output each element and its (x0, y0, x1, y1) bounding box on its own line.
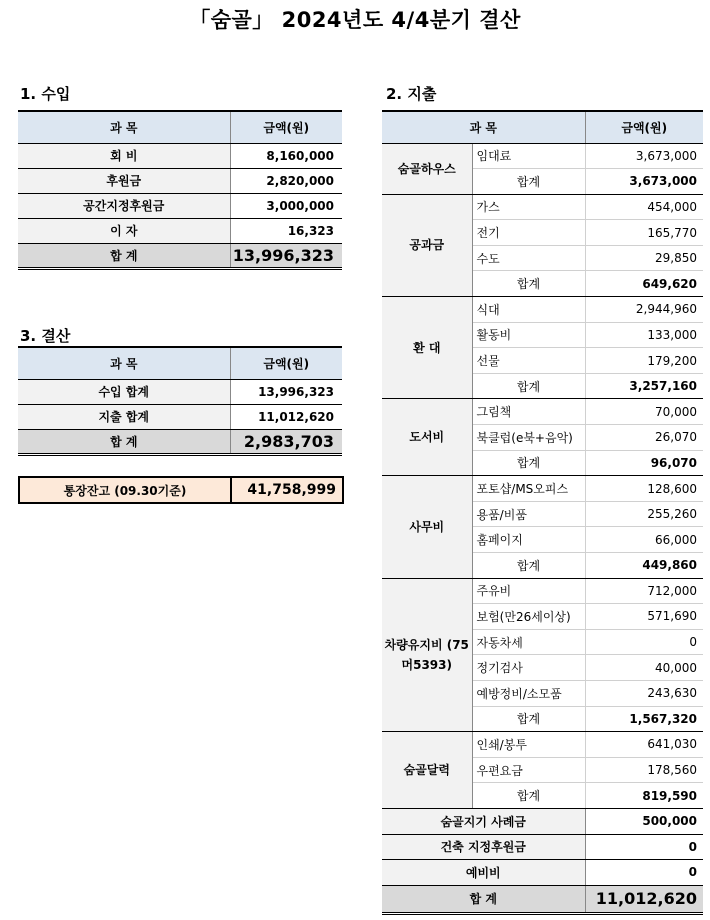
expense-item-name: 포토샵/MS오피스 (472, 476, 585, 502)
expense-item-amount: 40,000 (585, 655, 703, 681)
expense-single-name: 건축 지정후원금 (382, 834, 585, 860)
expense-total-row (382, 885, 703, 913)
expense-item-amount: 178,560 (585, 757, 703, 783)
expense-item-amount: 128,600 (585, 476, 703, 502)
expense-subtotal-amount: 96,070 (585, 450, 703, 476)
income-row-name: 공간지정후원금 (18, 193, 230, 218)
expense-item-name: 활동비 (472, 322, 585, 348)
settlement-row-amount: 13,996,323 (230, 379, 342, 404)
settlement-total-row (18, 429, 342, 454)
expense-subtotal-label: 합계 (472, 169, 585, 195)
expense-subtotal-amount: 3,673,000 (585, 169, 703, 195)
expense-item-row (382, 194, 703, 220)
expense-section-title: 2. 지출 (386, 85, 437, 103)
income-header-row (18, 111, 342, 143)
settlement-row (18, 379, 342, 404)
income-row-name: 이 자 (18, 218, 230, 243)
bank-balance-row (19, 477, 343, 503)
income-header-subject: 과 목 (18, 111, 230, 143)
expense-subtotal-label: 합계 (472, 373, 585, 399)
settlement-header-row (18, 347, 342, 379)
expense-item-name: 전기 (472, 220, 585, 246)
expense-item-amount: 70,000 (585, 399, 703, 425)
settlement-table (18, 346, 342, 456)
income-row (18, 143, 342, 168)
settlement-total-label: 합 계 (18, 429, 230, 454)
settlement-header-amount: 금액(원) (230, 347, 342, 379)
settlement-section-title: 3. 결산 (20, 327, 71, 345)
expense-item-amount: 26,070 (585, 425, 703, 451)
expense-item-name: 선물 (472, 348, 585, 374)
settlement-header-subject: 과 목 (18, 347, 230, 379)
expense-subtotal-amount: 649,620 (585, 271, 703, 297)
income-total-label: 합 계 (18, 243, 230, 268)
expense-single-row (382, 808, 703, 834)
expense-header-amount: 금액(원) (585, 111, 703, 143)
expense-category-label: 사무비 (382, 476, 472, 578)
expense-item-amount: 641,030 (585, 732, 703, 758)
expense-item-name: 주유비 (472, 578, 585, 604)
expense-item-name: 가스 (472, 194, 585, 220)
expense-item-name: 인쇄/봉투 (472, 732, 585, 758)
income-row-amount: 16,323 (230, 218, 342, 243)
expense-item-amount: 179,200 (585, 348, 703, 374)
expense-category-label: 공과금 (382, 194, 472, 296)
expense-item-name: 우편요금 (472, 757, 585, 783)
expense-subtotal-label: 합계 (472, 450, 585, 476)
expense-single-name: 예비비 (382, 860, 585, 886)
expense-subtotal-amount: 819,590 (585, 783, 703, 809)
expense-category-label: 숨골하우스 (382, 143, 472, 194)
income-total-amount: 13,996,323 (230, 243, 342, 268)
expense-category-label: 숨골달력 (382, 732, 472, 809)
income-row (18, 193, 342, 218)
expense-item-row (382, 476, 703, 502)
expense-single-row (382, 860, 703, 886)
expense-subtotal-label: 합계 (472, 271, 585, 297)
expense-item-name: 예방정비/소모품 (472, 680, 585, 706)
income-table (18, 110, 342, 270)
income-total-row (18, 243, 342, 268)
expense-total-amount: 11,012,620 (585, 885, 703, 913)
expense-item-amount: 712,000 (585, 578, 703, 604)
expense-item-row (382, 297, 703, 323)
expense-item-amount: 571,690 (585, 604, 703, 630)
expense-item-amount: 29,850 (585, 245, 703, 271)
bank-balance-label: 통장잔고 (09.30기준) (19, 477, 231, 503)
income-row-name: 후원금 (18, 168, 230, 193)
expense-subtotal-amount: 1,567,320 (585, 706, 703, 732)
expense-single-row (382, 834, 703, 860)
expense-subtotal-amount: 449,860 (585, 553, 703, 579)
income-header-amount: 금액(원) (230, 111, 342, 143)
expense-item-row (382, 399, 703, 425)
expense-header-subject: 과 목 (382, 111, 585, 143)
expense-subtotal-label: 합계 (472, 783, 585, 809)
income-row-amount: 8,160,000 (230, 143, 342, 168)
income-row-amount: 2,820,000 (230, 168, 342, 193)
expense-subtotal-label: 합계 (472, 553, 585, 579)
expense-single-amount: 0 (585, 860, 703, 886)
expense-item-amount: 255,260 (585, 501, 703, 527)
income-row (18, 218, 342, 243)
expense-category-label: 도서비 (382, 399, 472, 476)
expense-item-amount: 454,000 (585, 194, 703, 220)
expense-item-row (382, 143, 703, 169)
expense-item-amount: 133,000 (585, 322, 703, 348)
expense-item-amount: 2,944,960 (585, 297, 703, 323)
settlement-row-amount: 11,012,620 (230, 404, 342, 429)
expense-item-name: 홈페이지 (472, 527, 585, 553)
expense-item-amount: 66,000 (585, 527, 703, 553)
page-title: 「숨골」 2024년도 4/4분기 결산 (189, 8, 521, 32)
expense-item-name: 북클럽(e북+음악) (472, 425, 585, 451)
expense-item-name: 자동차세 (472, 629, 585, 655)
expense-item-amount: 0 (585, 629, 703, 655)
expense-subtotal-label: 합계 (472, 706, 585, 732)
expense-item-amount: 165,770 (585, 220, 703, 246)
settlement-row-name: 지출 합계 (18, 404, 230, 429)
expense-category-label: 차량유지비 (75머5393) (382, 578, 472, 732)
expense-item-name: 식대 (472, 297, 585, 323)
expense-item-row (382, 732, 703, 758)
expense-item-name: 보험(만26세이상) (472, 604, 585, 630)
expense-single-amount: 500,000 (585, 808, 703, 834)
income-row-name: 회 비 (18, 143, 230, 168)
settlement-row-name: 수입 합계 (18, 379, 230, 404)
income-row-amount: 3,000,000 (230, 193, 342, 218)
income-row (18, 168, 342, 193)
expense-total-label: 합 계 (382, 885, 585, 913)
expense-item-name: 정기검사 (472, 655, 585, 681)
expense-item-name: 임대료 (472, 143, 585, 169)
expense-category-label: 환 대 (382, 297, 472, 399)
expense-item-amount: 243,630 (585, 680, 703, 706)
expense-subtotal-amount: 3,257,160 (585, 373, 703, 399)
bank-balance-table (18, 476, 344, 504)
expense-item-name: 용품/비품 (472, 501, 585, 527)
expense-table (382, 110, 703, 915)
expense-item-name: 그림책 (472, 399, 585, 425)
expense-item-amount: 3,673,000 (585, 143, 703, 169)
settlement-total-amount: 2,983,703 (230, 429, 342, 454)
bank-balance-amount: 41,758,999 (231, 477, 343, 503)
expense-single-amount: 0 (585, 834, 703, 860)
expense-item-row (382, 578, 703, 604)
expense-header-row (382, 111, 703, 143)
expense-item-name: 수도 (472, 245, 585, 271)
settlement-row (18, 404, 342, 429)
expense-single-name: 숨골지기 사례금 (382, 808, 585, 834)
income-section-title: 1. 수입 (20, 85, 71, 103)
